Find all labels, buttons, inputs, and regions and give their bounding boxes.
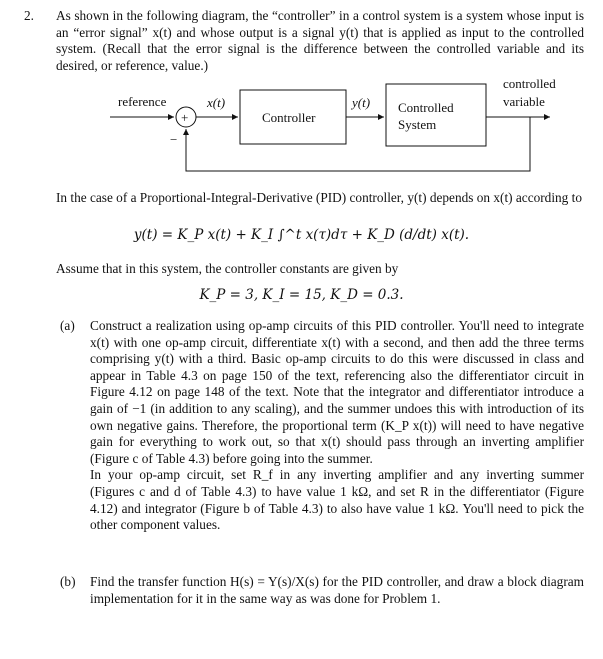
plus-sign: + bbox=[181, 110, 189, 125]
reference-label: reference bbox=[118, 94, 167, 109]
controlled-system-block bbox=[386, 84, 486, 146]
part-a-label: (a) bbox=[60, 318, 75, 333]
part-b-body: Find the transfer function H(s) = Y(s)/X(s) for the PID controller, and draw a block diagram implementation for it in the same way as was done for Problem 1. bbox=[90, 574, 584, 606]
controlled-variable-label-line2: variable bbox=[503, 94, 545, 109]
minus-sign: − bbox=[170, 132, 178, 147]
controlled-variable-label-line1: controlled bbox=[503, 76, 556, 91]
constants-equation bbox=[0, 287, 603, 303]
control-system-diagram bbox=[110, 76, 570, 186]
pid-equation bbox=[0, 227, 603, 243]
part-a-paragraph-2: In your op-amp circuit, set R_f in any inverting amplifier and any inverting summer (Figures c and d of Table 4.3) to have value 1 kΩ, and set R in the differentiator (Figure 4.12) and integrator (Figure b of Table 4.3) to also have value 1 kΩ. You'll need to pick the other component values. bbox=[90, 467, 584, 533]
problem-intro: As shown in the following diagram, the “controller” in a control system is a system whose input is an “error signal” x(t) and whose output is a signal y(t) that is applied as input to the controlled system. (Recall that the error signal is the difference between the controlled variable and its desired, or reference, value.) bbox=[56, 8, 584, 73]
assume-text: Assume that in this system, the controller constants are given by bbox=[56, 261, 399, 276]
part-b-label: (b) bbox=[60, 574, 76, 589]
controlled-system-label-line2: System bbox=[398, 117, 437, 132]
part-a-paragraph-1: Construct a realization using op-amp circuits of this PID controller. You'll need to integrate x(t) with one op-amp circuit, differentiate x(t) with a second, and then add the three terms comprising y(t) with a third. Basic op-amp circuits to do this were discussed in class and appear in Table 4.3 on page 150 of the text, referencing also the differentiator circuit in Figure 4.12 on page 148 of the text. Note that the integrator and differentiator introduce a gain of −1 (in addition to any scaling), and the summer undoes this with introduction of its own negative gains. Therefore, the proportional term (K_P x(t)) will need to have negative gain for everything to work out, so that x(t) should pass through an inverting amplifier (Figure c of Table 4.3) before going into the summer. bbox=[90, 318, 584, 466]
controller-label: Controller bbox=[262, 110, 316, 125]
error-signal-label: x(t) bbox=[207, 95, 226, 110]
controlled-system-label-line1: Controlled bbox=[398, 100, 454, 115]
pid-equation-text: y(t) = K_P x(t) + K_I ∫^t x(τ)dτ + K_D (d/dt) x(t). bbox=[133, 227, 470, 243]
part-a-body bbox=[90, 318, 584, 534]
control-signal-label: y(t) bbox=[352, 95, 371, 110]
constants-text: K_P = 3, K_I = 15, K_D = 0.3. bbox=[199, 287, 404, 303]
pid-description: In the case of a Proportional-Integral-Derivative (PID) controller, y(t) depends on x(t) according to bbox=[56, 190, 582, 205]
problem-number: 2. bbox=[24, 8, 34, 23]
